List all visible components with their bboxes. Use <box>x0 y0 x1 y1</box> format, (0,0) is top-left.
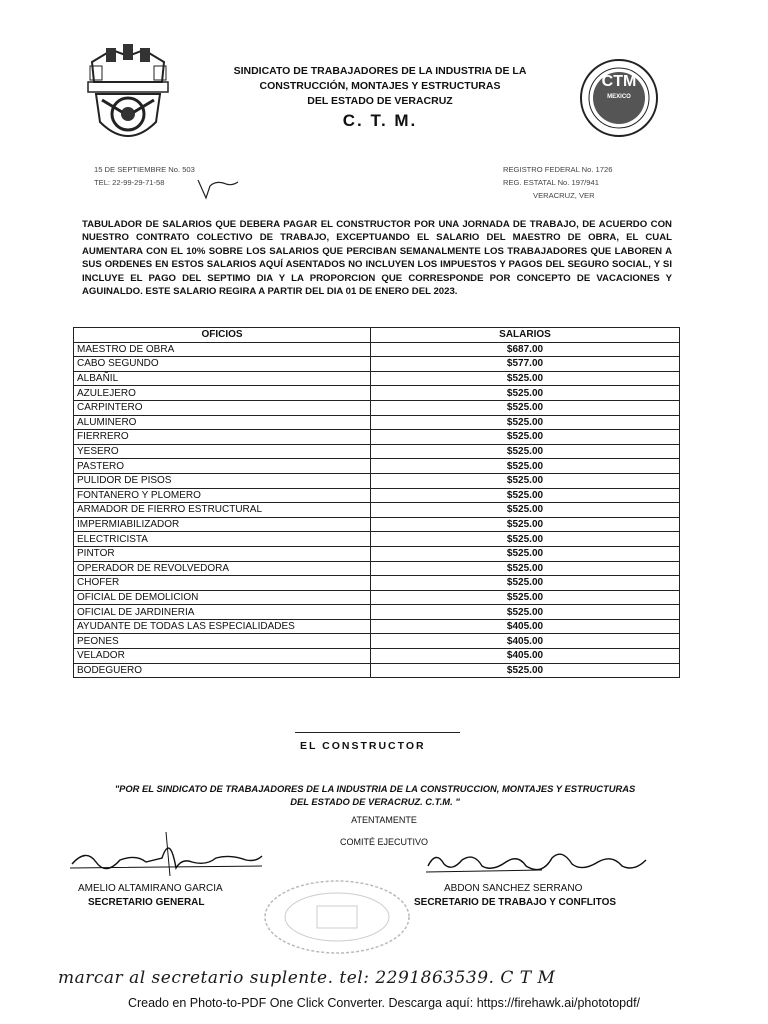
table-row <box>74 517 680 532</box>
oficio-cell: PASTERO <box>74 459 371 474</box>
table-row <box>74 444 680 459</box>
salario-cell: $525.00 <box>371 532 680 547</box>
table-row <box>74 576 680 591</box>
seal-mexico-text: MEXICO <box>607 94 631 100</box>
salario-cell: $525.00 <box>371 517 680 532</box>
oficio-cell: PINTOR <box>74 546 371 561</box>
table-row <box>74 400 680 415</box>
salario-cell: $525.00 <box>371 546 680 561</box>
intro-paragraph: TABULADOR DE SALARIOS QUE DEBERA PAGAR EL CONSTRUCTOR POR UNA JORNADA DE TRABAJO, DE ACUERDO CON NUESTRO CONTRATO COLECTIVO DE TRABAJO, EXCEPTUANDO EL SALARIO DEL MAESTRO DE OBRA, EL CUAL AUMENTARA CON EL 10% SOBRE LOS SALARIOS QUE PERCIBAN SEMANALMENTE LOS TRABAJADORES QUE LABOREN A SUS ORDENES EN ESTOS SALARIOS AQUÍ ASENTADOS NO INCLUYEN LOS IMPUESTOS Y PAGOS DEL SEGURO SOCIAL, Y SI INCLUYE EL PAGO DEL SEPTIMO DIA Y LA PROPORCION QUE CORRESPONDE POR CONCEPTO DE VACACIONES Y AGUINALDO. ESTE SALARIO REGIRA A PARTIR DEL DIA 01 DE ENERO DEL 2023. <box>82 219 672 298</box>
oficio-cell: OFICIAL DE DEMOLICION <box>74 590 371 605</box>
table-row <box>74 663 680 678</box>
salario-cell: $525.00 <box>371 371 680 386</box>
oficio-cell: OPERADOR DE REVOLVEDORA <box>74 561 371 576</box>
salary-table <box>73 327 680 678</box>
table-row <box>74 649 680 664</box>
atentamente: ATENTAMENTE <box>351 815 417 825</box>
salario-cell: $405.00 <box>371 619 680 634</box>
signatory-left-role: SECRETARIO GENERAL <box>88 897 205 908</box>
salario-cell: $525.00 <box>371 473 680 488</box>
table-row <box>74 473 680 488</box>
handwritten-note: marcar al secretario suplente. tel: 2291863539. C T M <box>58 968 556 988</box>
oficio-cell: AYUDANTE DE TODAS LAS ESPECIALIDADES <box>74 619 371 634</box>
oficio-cell: ARMADOR DE FIERRO ESTRUCTURAL <box>74 503 371 518</box>
oficio-cell: AZULEJERO <box>74 386 371 401</box>
table-row <box>74 561 680 576</box>
table-row <box>74 546 680 561</box>
oficio-cell: PEONES <box>74 634 371 649</box>
union-statement: "POR EL SINDICATO DE TRABAJADORES DE LA INDUSTRIA DE LA CONSTRUCCION, MONTAJES Y ESTRUCTURAS DEL ESTADO DE VERACRUZ. C.T.M. " <box>114 783 636 807</box>
oficio-cell: BODEGUERO <box>74 663 371 678</box>
title-line-3: DEL ESTADO DE VERACRUZ <box>307 95 453 107</box>
signatory-right-role: SECRETARIO DE TRABAJO Y CONFLITOS <box>414 897 617 908</box>
table-row <box>74 386 680 401</box>
table-row <box>74 532 680 547</box>
table-row <box>74 634 680 649</box>
registry-block <box>503 163 612 202</box>
salario-cell: $577.00 <box>371 357 680 372</box>
union-title <box>200 64 560 133</box>
ctm-seal-icon <box>579 58 659 138</box>
salario-cell: $405.00 <box>371 649 680 664</box>
title-line-1: SINDICATO DE TRABAJADORES DE LA INDUSTRIA DE LA <box>233 65 527 77</box>
city: VERACRUZ, VER <box>533 191 595 200</box>
signatory-right <box>414 882 616 910</box>
initials-scribble-icon <box>196 176 240 207</box>
signatory-left <box>78 882 223 910</box>
signatory-right-name: ABDON SANCHEZ SERRANO <box>444 883 583 894</box>
constructor-label: EL CONSTRUCTOR <box>300 740 426 752</box>
salario-cell: $525.00 <box>371 386 680 401</box>
table-row <box>74 605 680 620</box>
table-row <box>74 590 680 605</box>
oficio-cell: ALBAÑIL <box>74 371 371 386</box>
comite-ejecutivo: COMITÉ EJECUTIVO <box>339 837 428 847</box>
table-row <box>74 342 680 357</box>
signatory-left-name: AMELIO ALTAMIRANO GARCIA <box>78 883 223 894</box>
salario-cell: $525.00 <box>371 400 680 415</box>
salario-cell: $525.00 <box>371 576 680 591</box>
oficio-cell: VELADOR <box>74 649 371 664</box>
oficio-cell: OFICIAL DE JARDINERIA <box>74 605 371 620</box>
oficio-cell: PULIDOR DE PISOS <box>74 473 371 488</box>
converter-footer: Creado en Photo-to-PDF One Click Converter. Descarga aquí: https://firehawk.ai/phototopdf/ <box>127 996 641 1010</box>
oficio-cell: CABO SEGUNDO <box>74 357 371 372</box>
oficio-cell: MAESTRO DE OBRA <box>74 342 371 357</box>
registro-estatal: REG. ESTATAL No. 197/941 <box>503 178 599 187</box>
union-coat-of-arms-icon <box>82 42 174 150</box>
oficio-cell: FONTANERO Y PLOMERO <box>74 488 371 503</box>
oficio-cell: CHOFER <box>74 576 371 591</box>
salario-cell: $525.00 <box>371 488 680 503</box>
oficio-cell: ALUMINERO <box>74 415 371 430</box>
address-block <box>94 163 195 189</box>
salario-cell: $525.00 <box>371 444 680 459</box>
salario-cell: $525.00 <box>371 503 680 518</box>
table-row <box>74 459 680 474</box>
union-stamp-icon <box>262 878 412 956</box>
table-row <box>74 503 680 518</box>
table-header-row <box>74 328 680 343</box>
salary-table-body <box>74 342 680 678</box>
header-oficios: OFICIOS <box>74 328 371 343</box>
oficio-cell: ELECTRICISTA <box>74 532 371 547</box>
salario-cell: $525.00 <box>371 459 680 474</box>
registro-federal: REGISTRO FEDERAL No. 1726 <box>503 165 613 174</box>
table-row <box>74 430 680 445</box>
table-row <box>74 619 680 634</box>
table-row <box>74 371 680 386</box>
header-salarios: SALARIOS <box>371 328 680 343</box>
signature-right-icon <box>422 842 652 887</box>
oficio-cell: YESERO <box>74 444 371 459</box>
constructor-signature-line <box>295 732 460 733</box>
salario-cell: $525.00 <box>371 561 680 576</box>
title-line-2: CONSTRUCCIÓN, MONTAJES Y ESTRUCTURAS <box>259 80 501 92</box>
table-row <box>74 357 680 372</box>
table-row <box>74 488 680 503</box>
oficio-cell: IMPERMIABILIZADOR <box>74 517 371 532</box>
oficio-cell: CARPINTERO <box>74 400 371 415</box>
salario-cell: $525.00 <box>371 430 680 445</box>
salario-cell: $687.00 <box>371 342 680 357</box>
address-phone: TEL: 22-99-29-71-58 <box>94 178 165 187</box>
salario-cell: $525.00 <box>371 415 680 430</box>
address-street: 15 DE SEPTIEMBRE No. 503 <box>94 165 195 174</box>
seal-ctm-text: CTM <box>601 73 637 90</box>
table-row <box>74 415 680 430</box>
salario-cell: $525.00 <box>371 663 680 678</box>
salario-cell: $405.00 <box>371 634 680 649</box>
salario-cell: $525.00 <box>371 590 680 605</box>
signature-left-icon <box>66 828 266 889</box>
oficio-cell: FIERRERO <box>74 430 371 445</box>
acronym: C. T. M. <box>342 111 418 130</box>
salario-cell: $525.00 <box>371 605 680 620</box>
